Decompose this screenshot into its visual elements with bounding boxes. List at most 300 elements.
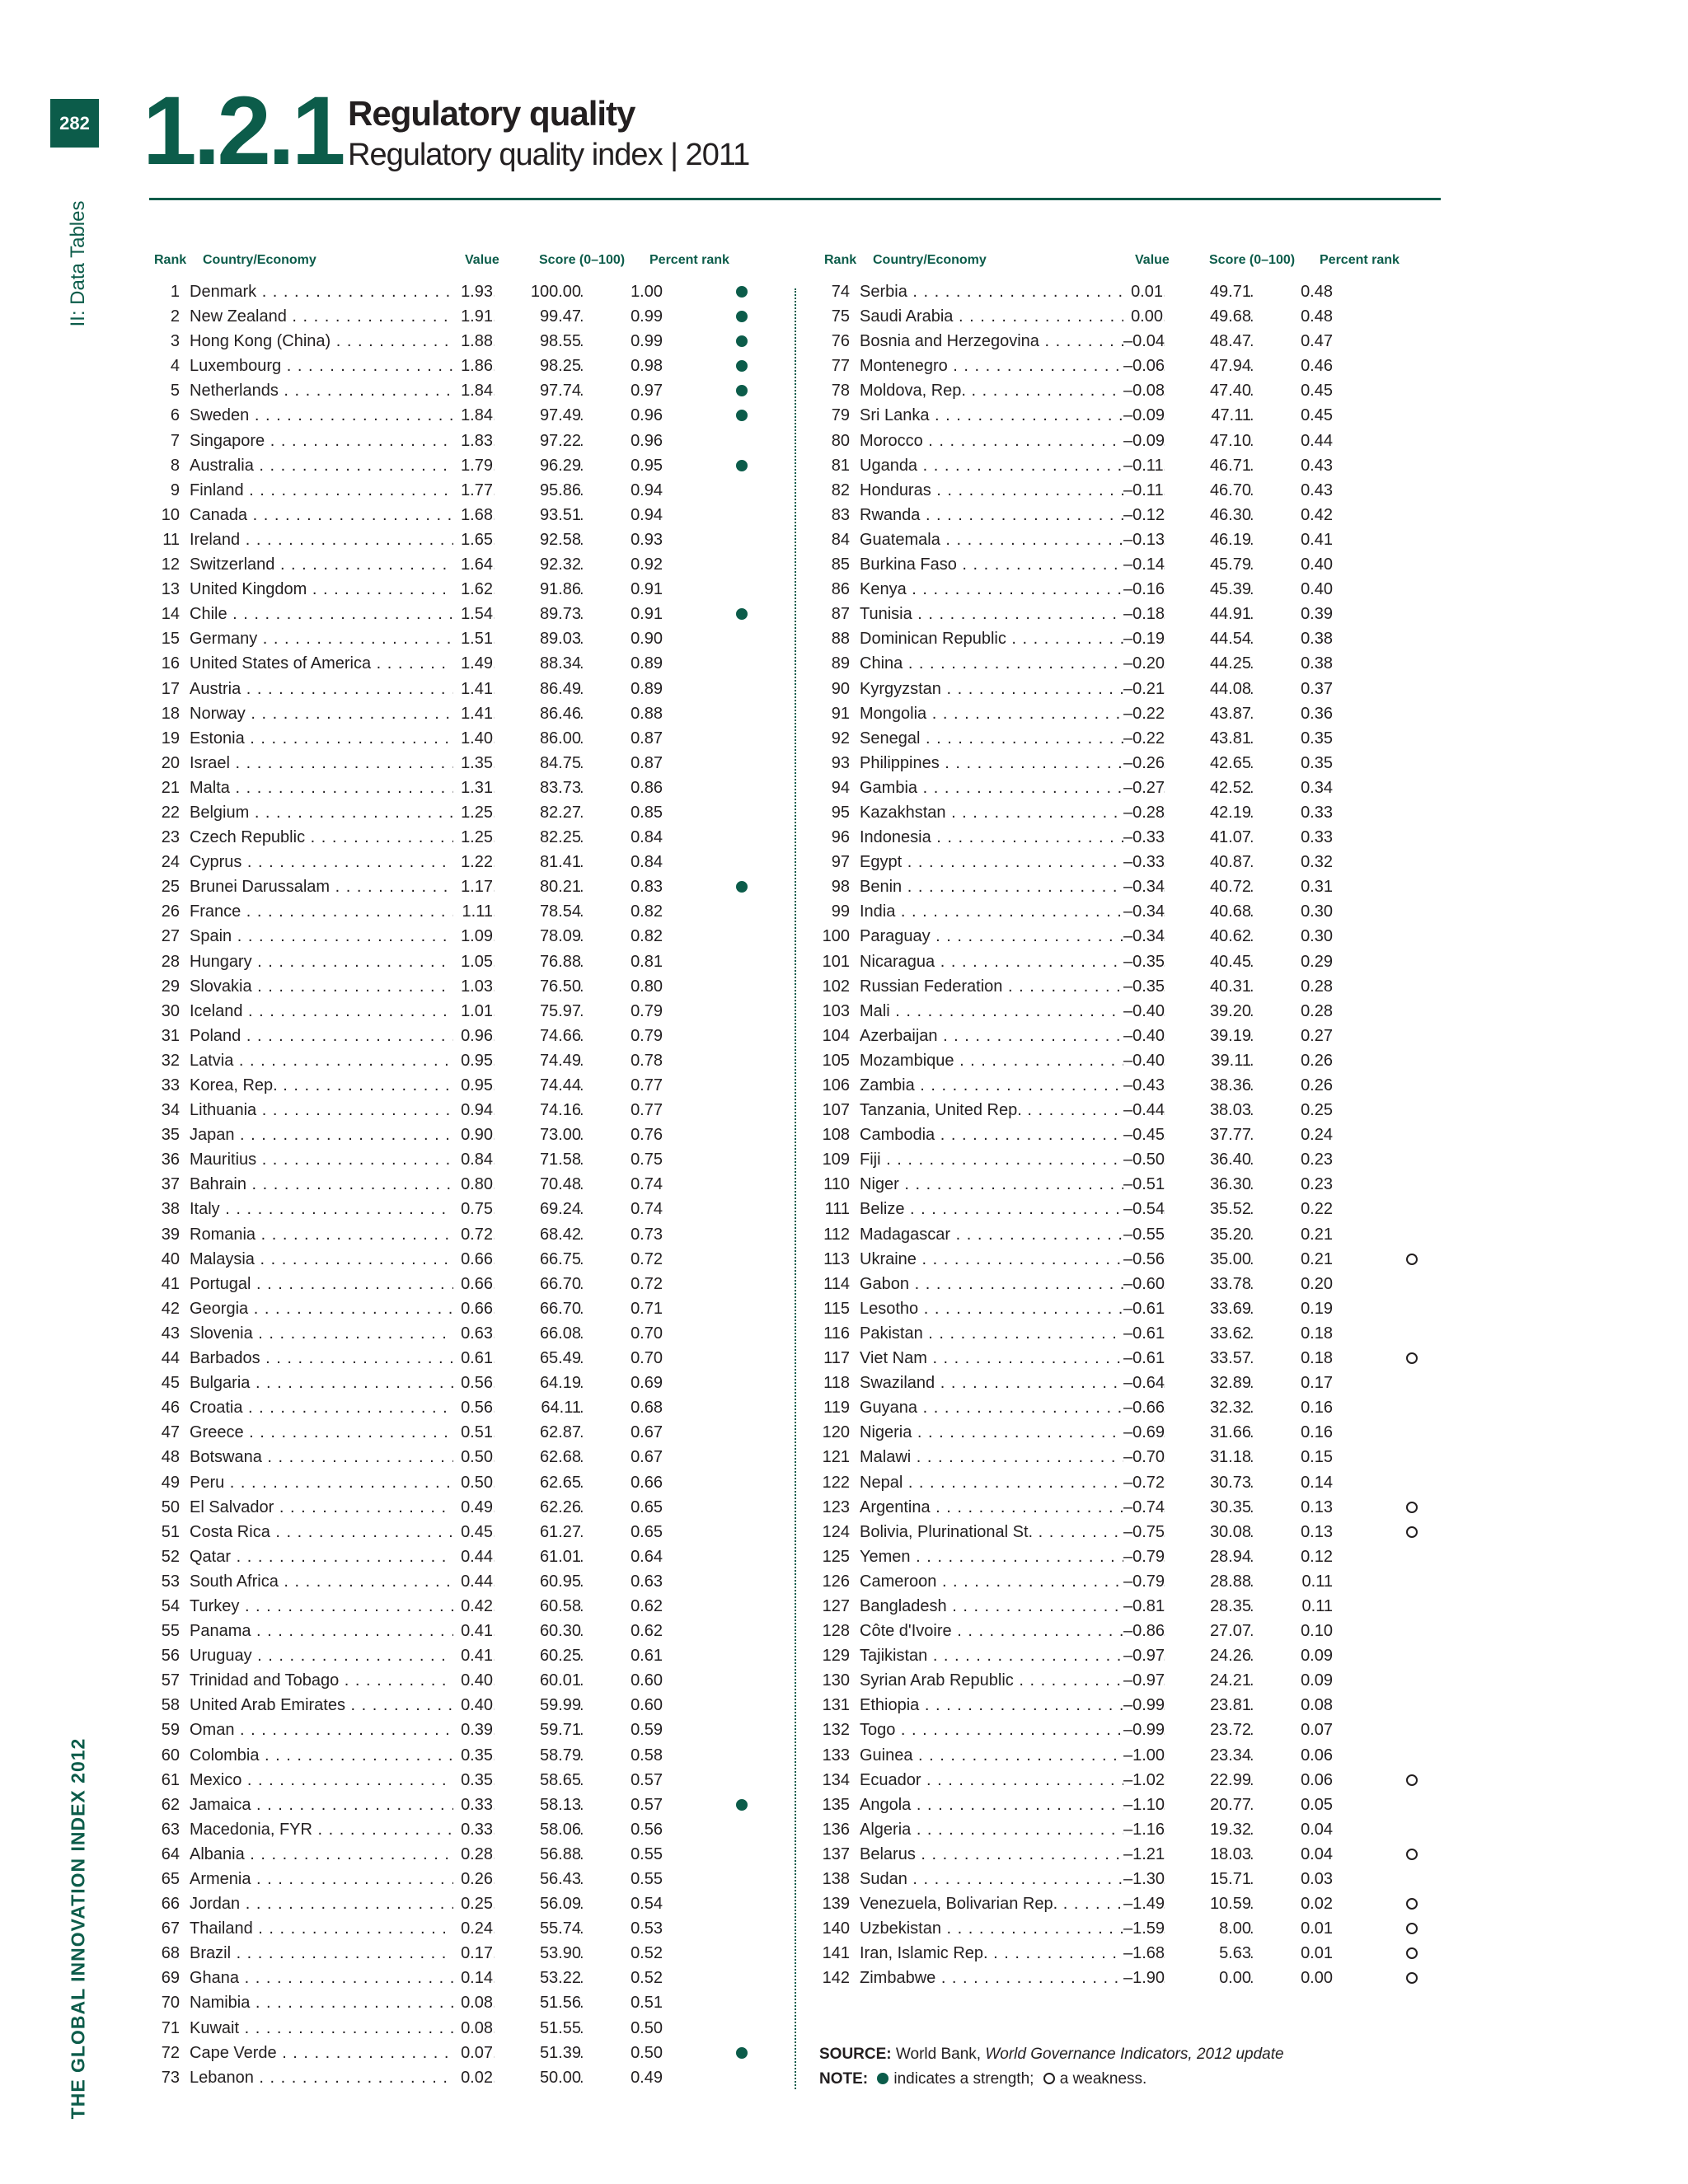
value-cell: –0.61 [1123,1321,1163,1346]
rank-cell: 2 [170,307,180,326]
percent-rank-cell: 0.76 [583,1122,663,1147]
rank-cell: 128 [822,1622,850,1641]
country-cell: Armenia . . . [190,1867,453,1891]
score-cell: 62.65 [495,1470,581,1495]
rank-cell: 4 [170,357,180,376]
table-row [810,1619,1437,1643]
value-cell: –0.18 [1123,602,1163,626]
value-cell: 0.66 [453,1247,493,1272]
percent-rank-cell: 0.45 [1253,378,1333,403]
percent-rank-cell: 0.27 [1253,1024,1333,1048]
percent-rank-cell: 0.11 [1253,1594,1333,1619]
score-cell: 42.65 [1165,751,1251,776]
country-cell: Singapore . . . [190,429,453,453]
rank-cell: 108 [822,1126,850,1145]
value-cell: 0.84 [453,1147,493,1172]
value-cell: 0.72 [453,1222,493,1247]
rank-cell: 96 [831,828,850,847]
percent-rank-cell: 0.88 [583,701,663,726]
country-cell: Czech Republic . . . [190,825,453,850]
table-row [810,1197,1437,1221]
score-cell: 91.86 [495,577,581,602]
country-cell: Bosnia and Herzegovina . . . [860,329,1123,354]
column-divider [795,288,796,2089]
score-cell: 44.91 [1165,602,1251,626]
score-cell: 84.75 [495,751,581,776]
table-row [140,1395,767,1420]
table-row [810,825,1437,850]
score-cell: 95.86 [495,478,581,503]
country-cell: Guinea . . . [860,1743,1123,1768]
rank-cell: 122 [822,1473,850,1492]
percent-rank-cell: 0.59 [583,1718,663,1742]
table-row [140,825,767,850]
value-cell: –0.09 [1123,403,1163,428]
rank-cell: 75 [831,307,850,326]
score-cell: 10.59 [1165,1891,1251,1916]
table-row [140,949,767,974]
score-cell: 66.08 [495,1321,581,1346]
value-cell: 1.01 [453,999,493,1024]
percent-rank-cell: 0.05 [1253,1793,1333,1817]
table-row [140,378,767,403]
country-cell: Switzerland . . . [190,552,453,577]
value-cell: 0.41 [453,1619,493,1643]
rank-cell: 69 [161,1969,180,1988]
percent-rank-cell: 0.72 [583,1247,663,1272]
value-cell: 0.40 [453,1668,493,1693]
value-cell: –0.72 [1123,1470,1163,1495]
country-cell: Tajikistan . . . [860,1643,1123,1668]
table-row [140,850,767,874]
table-row [810,403,1437,428]
score-cell: 97.74 [495,378,581,403]
rank-cell: 9 [170,480,180,499]
table-row [140,1817,767,1842]
rank-cell: 74 [831,283,850,301]
value-cell: –0.50 [1123,1147,1163,1172]
page-title: Regulatory quality [348,94,635,133]
country-cell: Uruguay . . . [190,1643,453,1668]
strength-marker-icon [736,385,748,396]
country-cell: Russian Federation . . . [860,974,1123,999]
table-row [140,1643,767,1668]
rank-cell: 114 [823,1274,850,1293]
country-cell: Brazil . . . [190,1941,453,1966]
percent-rank-cell: 0.26 [1253,1073,1333,1098]
rank-cell: 67 [161,1919,180,1938]
percent-rank-cell: 0.94 [583,478,663,503]
score-cell: 23.34 [1165,1743,1251,1768]
value-cell: –1.59 [1123,1916,1163,1941]
value-cell: –1.21 [1123,1842,1163,1867]
percent-rank-cell: 0.16 [1253,1420,1333,1445]
value-cell: 1.91 [453,304,493,329]
score-cell: 61.01 [495,1544,581,1569]
value-cell: 1.40 [453,726,493,751]
value-cell: 0.07 [453,2041,493,2065]
rank-cell: 132 [822,1721,850,1740]
right-header-value: Value [1135,253,1170,267]
country-cell: Slovenia . . . [190,1321,453,1346]
country-cell: Australia . . . [190,453,453,478]
percent-rank-cell: 0.49 [583,2065,663,2090]
country-cell: Ecuador . . . [860,1768,1123,1793]
score-cell: 46.30 [1165,503,1251,527]
table-row [140,1619,767,1643]
rank-cell: 13 [161,580,180,599]
country-cell: Mozambique . . . [860,1048,1123,1073]
percent-rank-cell: 0.29 [1253,949,1333,974]
table-row [140,1718,767,1742]
value-cell: 1.68 [453,503,493,527]
value-cell: –0.34 [1123,924,1163,949]
value-cell: 0.35 [453,1768,493,1793]
indicator-number: 1.2.1 [143,77,343,185]
percent-rank-cell: 0.94 [583,503,663,527]
country-cell: Bolivia, Plurinational St. . . . [860,1520,1123,1544]
percent-rank-cell: 0.57 [583,1793,663,1817]
score-cell: 51.56 [495,1990,581,2015]
score-cell: 28.88 [1165,1569,1251,1594]
score-cell: 37.77 [1165,1122,1251,1147]
percent-rank-cell: 0.55 [583,1842,663,1867]
value-cell: –0.99 [1123,1693,1163,1718]
percent-rank-cell: 0.65 [583,1495,663,1520]
table-row [140,1371,767,1395]
rank-cell: 138 [822,1870,850,1888]
percent-rank-cell: 0.89 [583,677,663,701]
percent-rank-cell: 0.36 [1253,701,1333,726]
value-cell: 0.56 [453,1395,493,1420]
rank-cell: 103 [822,1001,850,1020]
weakness-marker-icon [1406,1352,1418,1364]
percent-rank-cell: 0.40 [1253,577,1333,602]
value-cell: –0.11 [1123,478,1163,503]
table-row [140,577,767,602]
percent-rank-cell: 0.20 [1253,1272,1333,1296]
table-row [140,701,767,726]
rank-cell: 81 [831,456,850,475]
rank-cell: 86 [831,580,850,599]
country-cell: Germany . . . [190,626,453,651]
table-row [810,1842,1437,1867]
rank-cell: 62 [161,1795,180,1814]
score-cell: 66.70 [495,1272,581,1296]
table-row [140,1247,767,1272]
country-cell: Honduras . . . [860,478,1123,503]
table-row [810,701,1437,726]
rank-cell: 16 [161,654,180,673]
score-cell: 40.45 [1165,949,1251,974]
table-row [810,776,1437,800]
percent-rank-cell: 0.14 [1253,1470,1333,1495]
value-cell: 0.44 [453,1544,493,1569]
score-cell: 40.87 [1165,850,1251,874]
country-cell: Uganda . . . [860,453,1123,478]
table-row [810,1147,1437,1172]
rank-cell: 139 [822,1895,850,1914]
value-cell: 1.35 [453,751,493,776]
table-row [810,974,1437,999]
value-cell: –1.16 [1123,1817,1163,1842]
header-rule [149,198,1441,200]
table-row [140,1990,767,2015]
book-title: THE GLOBAL INNOVATION INDEX 2012 [67,1737,89,2120]
rank-cell: 124 [822,1522,850,1541]
value-cell: 0.61 [453,1346,493,1371]
weakness-marker-icon [1406,1526,1418,1538]
percent-rank-cell: 0.84 [583,850,663,874]
table-row [140,1073,767,1098]
country-cell: Japan . . . [190,1122,453,1147]
percent-rank-cell: 0.57 [583,1768,663,1793]
rank-cell: 68 [161,1944,180,1963]
table-row [140,2041,767,2065]
country-cell: Ghana . . . [190,1966,453,1990]
value-cell: 1.41 [453,677,493,701]
percent-rank-cell: 0.51 [583,1990,663,2015]
rank-cell: 105 [822,1051,850,1070]
score-cell: 32.89 [1165,1371,1251,1395]
country-cell: Venezuela, Bolivarian Rep. . . . [860,1891,1123,1916]
weakness-marker-icon [1406,1849,1418,1860]
value-cell: –0.28 [1123,800,1163,825]
table-row [810,279,1437,304]
percent-rank-cell: 0.13 [1253,1520,1333,1544]
table-row [810,1420,1437,1445]
score-cell: 62.26 [495,1495,581,1520]
value-cell: 0.28 [453,1842,493,1867]
score-cell: 33.69 [1165,1296,1251,1321]
rank-cell: 56 [161,1647,180,1666]
rank-cell: 64 [161,1844,180,1863]
country-cell: Angola . . . [860,1793,1123,1817]
rank-cell: 6 [170,406,180,425]
value-cell: –0.21 [1123,677,1163,701]
percent-rank-cell: 0.91 [583,602,663,626]
right-header-rank: Rank [824,253,857,267]
rank-cell: 54 [161,1596,180,1615]
percent-rank-cell: 0.71 [583,1296,663,1321]
percent-rank-cell: 0.01 [1253,1941,1333,1966]
country-cell: Zimbabwe . . . [860,1966,1123,1990]
value-cell: –0.27 [1123,776,1163,800]
table-row [810,354,1437,378]
table-row [140,1594,767,1619]
percent-rank-cell: 0.64 [583,1544,663,1569]
value-cell: 0.39 [453,1718,493,1742]
country-cell: Thailand . . . [190,1916,453,1941]
country-cell: New Zealand . . . [190,304,453,329]
value-cell: –0.44 [1123,1098,1163,1122]
percent-rank-cell: 0.38 [1253,626,1333,651]
score-cell: 43.87 [1165,701,1251,726]
value-cell: 1.54 [453,602,493,626]
percent-rank-cell: 0.35 [1253,726,1333,751]
score-cell: 51.39 [495,2041,581,2065]
rank-cell: 12 [161,555,180,574]
table-row [810,850,1437,874]
table-row [810,1098,1437,1122]
rank-cell: 22 [161,803,180,822]
country-cell: Chile . . . [190,602,453,626]
value-cell: 1.65 [453,527,493,552]
score-cell: 35.00 [1165,1247,1251,1272]
rank-cell: 121 [822,1448,850,1467]
rank-cell: 99 [831,902,850,921]
rank-cell: 120 [822,1423,850,1442]
score-cell: 58.79 [495,1743,581,1768]
country-cell: Kenya . . . [860,577,1123,602]
value-cell: 1.83 [453,429,493,453]
value-cell: –1.00 [1123,1743,1163,1768]
table-row [140,1891,767,1916]
value-cell: –0.69 [1123,1420,1163,1445]
percent-rank-cell: 0.22 [1253,1197,1333,1221]
value-cell: 0.40 [453,1693,493,1718]
table-row [140,1768,767,1793]
rank-cell: 109 [822,1151,850,1169]
rank-cell: 39 [161,1225,180,1244]
value-cell: 1.62 [453,577,493,602]
country-cell: Spain . . . [190,924,453,949]
table-row [140,776,767,800]
value-cell: –0.11 [1123,453,1163,478]
percent-rank-cell: 0.43 [1253,453,1333,478]
score-cell: 55.74 [495,1916,581,1941]
score-cell: 51.55 [495,2016,581,2041]
score-cell: 86.46 [495,701,581,726]
score-cell: 58.06 [495,1817,581,1842]
value-cell: 0.33 [453,1817,493,1842]
country-cell: Poland . . . [190,1024,453,1048]
rank-cell: 94 [831,778,850,797]
rank-cell: 84 [831,530,850,549]
country-cell: Côte d'Ivoire . . . [860,1619,1123,1643]
percent-rank-cell: 0.33 [1253,800,1333,825]
percent-rank-cell: 0.92 [583,552,663,577]
table-row [140,552,767,577]
table-row [140,1544,767,1569]
country-cell: Belarus . . . [860,1842,1123,1867]
right-table [810,279,1437,1990]
percent-rank-cell: 0.99 [583,304,663,329]
country-cell: Colombia . . . [190,1743,453,1768]
country-cell: Philippines . . . [860,751,1123,776]
country-cell: Rwanda . . . [860,503,1123,527]
rank-cell: 77 [831,357,850,376]
table-row [810,626,1437,651]
country-cell: Moldova, Rep. . . . [860,378,1123,403]
rank-cell: 82 [831,480,850,499]
rank-cell: 37 [161,1175,180,1194]
value-cell: 1.84 [453,403,493,428]
country-cell: Fiji . . . [860,1147,1123,1172]
table-row [810,1793,1437,1817]
value-cell: –0.55 [1123,1222,1163,1247]
rank-cell: 25 [161,878,180,897]
table-row [810,1371,1437,1395]
value-cell: 0.24 [453,1916,493,1941]
rank-cell: 57 [161,1671,180,1690]
percent-rank-cell: 0.52 [583,1941,663,1966]
country-cell: Finland . . . [190,478,453,503]
table-row [140,1668,767,1693]
rank-cell: 90 [831,679,850,698]
country-cell: Bahrain . . . [190,1172,453,1197]
rank-cell: 97 [831,853,850,872]
country-cell: Iran, Islamic Rep. . . . [860,1941,1123,1966]
score-cell: 31.66 [1165,1420,1251,1445]
table-row [140,1346,767,1371]
percent-rank-cell: 0.82 [583,924,663,949]
country-cell: Egypt . . . [860,850,1123,874]
country-cell: Croatia . . . [190,1395,453,1420]
value-cell: –0.79 [1123,1544,1163,1569]
rank-cell: 126 [822,1572,850,1591]
country-cell: Netherlands . . . [190,378,453,403]
value-cell: 0.14 [453,1966,493,1990]
table-row [140,1743,767,1768]
score-cell: 88.34 [495,651,581,676]
country-cell: Syrian Arab Republic . . . [860,1668,1123,1693]
percent-rank-cell: 0.53 [583,1916,663,1941]
percent-rank-cell: 0.30 [1253,924,1333,949]
value-cell: –0.34 [1123,874,1163,899]
country-cell: Nigeria . . . [860,1420,1123,1445]
percent-rank-cell: 0.79 [583,999,663,1024]
score-cell: 40.72 [1165,874,1251,899]
country-cell: United Kingdom . . . [190,577,453,602]
country-cell: India . . . [860,899,1123,924]
score-cell: 53.90 [495,1941,581,1966]
rank-cell: 17 [161,679,180,698]
rank-cell: 8 [170,456,180,475]
country-cell: China . . . [860,651,1123,676]
score-cell: 39.20 [1165,999,1251,1024]
rank-cell: 70 [161,1994,180,2013]
rank-cell: 118 [823,1374,850,1393]
value-cell: –0.22 [1123,726,1163,751]
table-row [140,651,767,676]
value-cell: 0.17 [453,1941,493,1966]
page-subtitle: Regulatory quality index | 2011 [348,138,750,172]
table-row [140,1122,767,1147]
percent-rank-cell: 0.09 [1253,1643,1333,1668]
country-cell: Ukraine . . . [860,1247,1123,1272]
rank-cell: 78 [831,382,850,401]
score-cell: 38.36 [1165,1073,1251,1098]
table-row [140,403,767,428]
table-row [140,899,767,924]
value-cell: –0.26 [1123,751,1163,776]
country-cell: Luxembourg . . . [190,354,453,378]
score-cell: 31.18 [1165,1445,1251,1469]
table-row [810,949,1437,974]
score-cell: 74.44 [495,1073,581,1098]
country-cell: Iceland . . . [190,999,453,1024]
score-cell: 64.19 [495,1371,581,1395]
score-cell: 40.62 [1165,924,1251,949]
score-cell: 81.41 [495,850,581,874]
table-row [810,1643,1437,1668]
score-cell: 40.68 [1165,899,1251,924]
percent-rank-cell: 0.48 [1253,304,1333,329]
country-cell: Namibia . . . [190,1990,453,2015]
value-cell: 1.25 [453,825,493,850]
score-cell: 36.30 [1165,1172,1251,1197]
